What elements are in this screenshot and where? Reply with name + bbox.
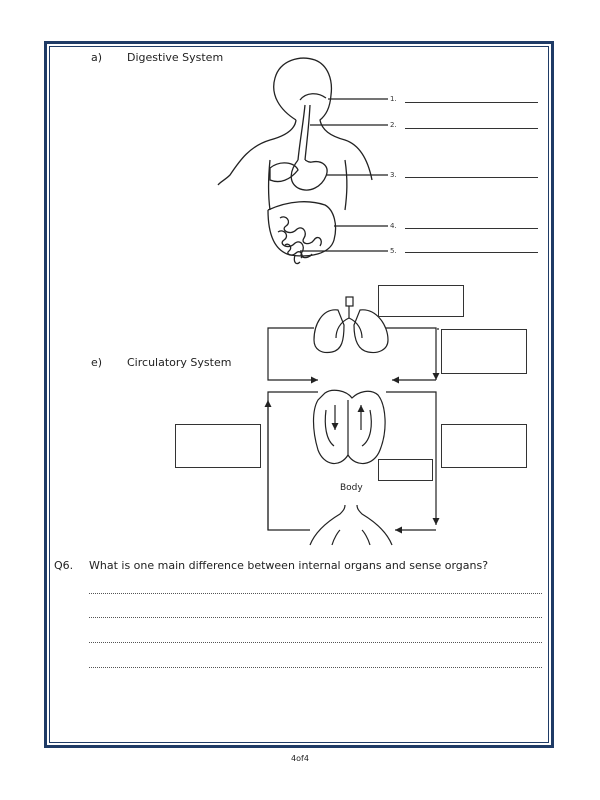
answer-dotted-line-3[interactable] <box>89 642 542 643</box>
blank-box-heart[interactable] <box>378 459 433 481</box>
section-e-title: Circulatory System <box>127 356 232 369</box>
section-a-letter: a) <box>91 51 103 64</box>
label-number-1: 1. <box>390 95 397 103</box>
section-e-letter: e) <box>91 356 103 369</box>
blank-box-right-top[interactable] <box>441 329 527 374</box>
page-number: 4of4 <box>291 754 309 763</box>
answer-dotted-line-2[interactable] <box>89 617 542 618</box>
label-number-5: 5. <box>390 247 397 255</box>
answer-dotted-line-4[interactable] <box>89 667 542 668</box>
answer-dotted-line-1[interactable] <box>89 593 542 594</box>
blank-box-lungs[interactable] <box>378 285 464 317</box>
question-text: What is one main difference between internal organs and sense organs? <box>89 559 489 572</box>
question-number: Q6. <box>54 559 74 572</box>
body-label: Body <box>340 483 363 493</box>
label-number-3: 3. <box>390 171 397 179</box>
label-number-4: 4. <box>390 222 397 230</box>
section-a-title: Digestive System <box>127 51 224 64</box>
label-number-2: 2. <box>390 121 397 129</box>
blank-box-left[interactable] <box>175 424 261 468</box>
blank-box-right-bottom[interactable] <box>441 424 527 468</box>
